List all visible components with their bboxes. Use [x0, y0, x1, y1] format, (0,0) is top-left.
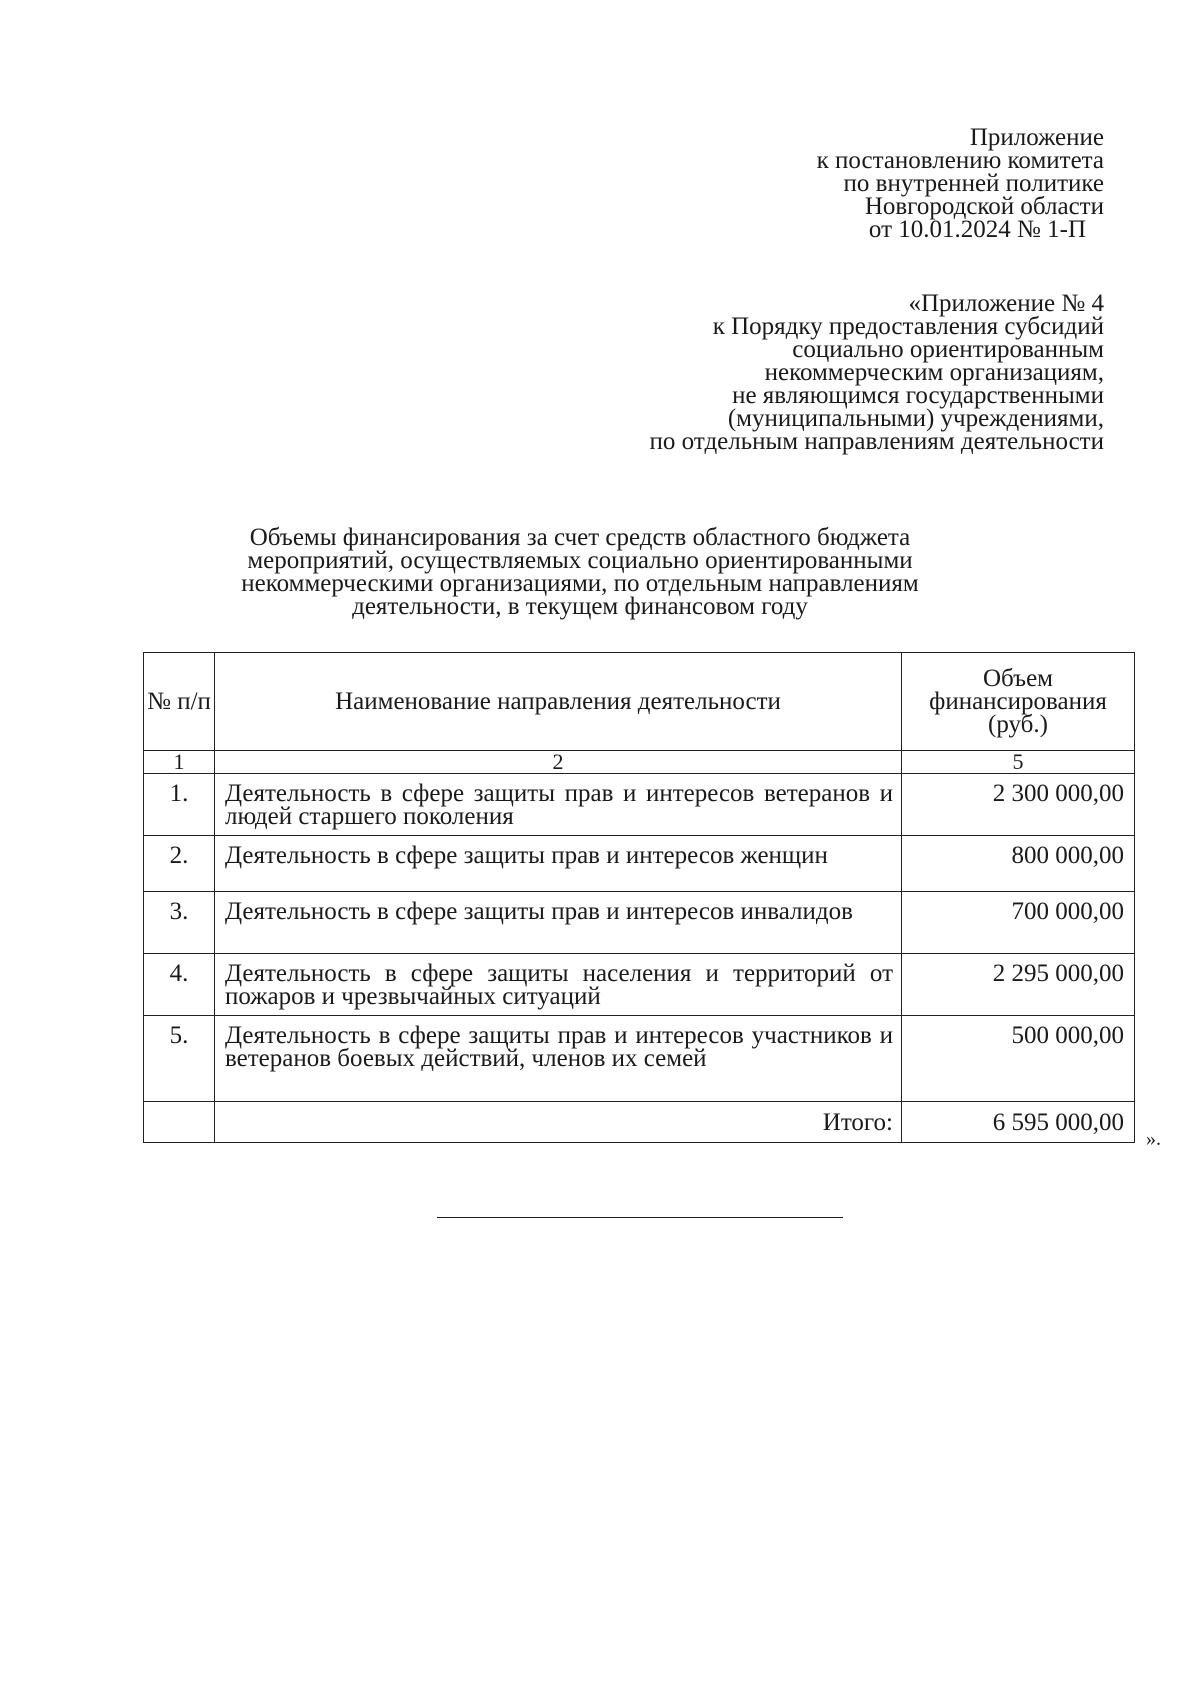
- column-index: 1: [144, 751, 215, 774]
- table-row: [144, 774, 1135, 836]
- total-row: [144, 1102, 1135, 1143]
- table-row: [144, 892, 1135, 954]
- approval-line: от 10.01.2024 № 1-П: [868, 216, 1086, 243]
- row-name: Деятельность в сфере защиты прав и интересов участников и ветеранов боевых действий, членов их семей: [215, 1016, 902, 1102]
- approval-line: Приложение: [969, 124, 1104, 151]
- title-line: Объемы финансирования за счет средств областного бюджета: [249, 524, 911, 551]
- title-line: деятельности, в текущем финансовом году: [352, 593, 808, 620]
- appendix-line: не являющимся государственными: [732, 382, 1104, 409]
- approval-line: к постановлению комитета: [816, 147, 1104, 174]
- appendix-line: по отдельным направлениям деятельности: [649, 428, 1104, 455]
- title-line: некоммерческими организациями, по отдельным направлениям: [241, 570, 919, 597]
- row-value: 700 000,00: [902, 892, 1135, 954]
- appendix-line: (муниципальными) учреждениями,: [727, 405, 1104, 432]
- table-row: [144, 954, 1135, 1016]
- header-sum: Объем финансирования (руб.): [902, 653, 1135, 751]
- table-header-row: [144, 653, 1135, 751]
- total-empty-cell: [144, 1102, 215, 1143]
- appendix-line: некоммерческим организациям,: [764, 359, 1104, 386]
- funding-table: [143, 652, 1135, 1143]
- appendix-line: к Порядку предоставления субсидий: [712, 313, 1104, 340]
- table-row: [144, 1016, 1135, 1102]
- title-line: мероприятий, осуществляемых социально ориентированными: [247, 547, 913, 574]
- bottom-divider: [437, 1217, 843, 1218]
- row-value: 2 295 000,00: [902, 954, 1135, 1016]
- appendix-line: «Приложение № 4: [908, 290, 1104, 317]
- row-value: 500 000,00: [902, 1016, 1135, 1102]
- row-name: Деятельность в сфере защиты населения и территорий от пожаров и чрезвычайных ситуаций: [215, 954, 902, 1016]
- approval-line: по внутренней политике: [843, 170, 1104, 197]
- column-index: 5: [902, 751, 1135, 774]
- appendix-line: социально ориентированным: [792, 336, 1104, 363]
- row-name: Деятельность в сфере защиты прав и интересов женщин: [215, 836, 902, 892]
- closing-quote: ».: [1146, 1128, 1161, 1150]
- table-row: [144, 836, 1135, 892]
- row-value: 2 300 000,00: [902, 774, 1135, 836]
- row-number: 5.: [144, 1016, 215, 1102]
- row-name: Деятельность в сфере защиты прав и интересов ветеранов и людей старшего поколения: [215, 774, 902, 836]
- approval-block: [817, 126, 1104, 241]
- row-number: 4.: [144, 954, 215, 1016]
- row-number: 2.: [144, 836, 215, 892]
- row-value: 800 000,00: [902, 836, 1135, 892]
- column-index: 2: [215, 751, 902, 774]
- header-name: Наименование направления деятельности: [215, 653, 902, 751]
- row-name: Деятельность в сфере защиты прав и интересов инвалидов: [215, 892, 902, 954]
- row-number: 3.: [144, 892, 215, 954]
- total-value: 6 595 000,00: [902, 1102, 1135, 1143]
- approval-line: Новгородской области: [864, 193, 1104, 220]
- appendix-block: [650, 292, 1104, 453]
- column-index-row: [144, 751, 1135, 774]
- total-label: Итого:: [215, 1102, 902, 1143]
- document-title: [190, 526, 970, 618]
- header-num: № п/п: [144, 653, 215, 751]
- row-number: 1.: [144, 774, 215, 836]
